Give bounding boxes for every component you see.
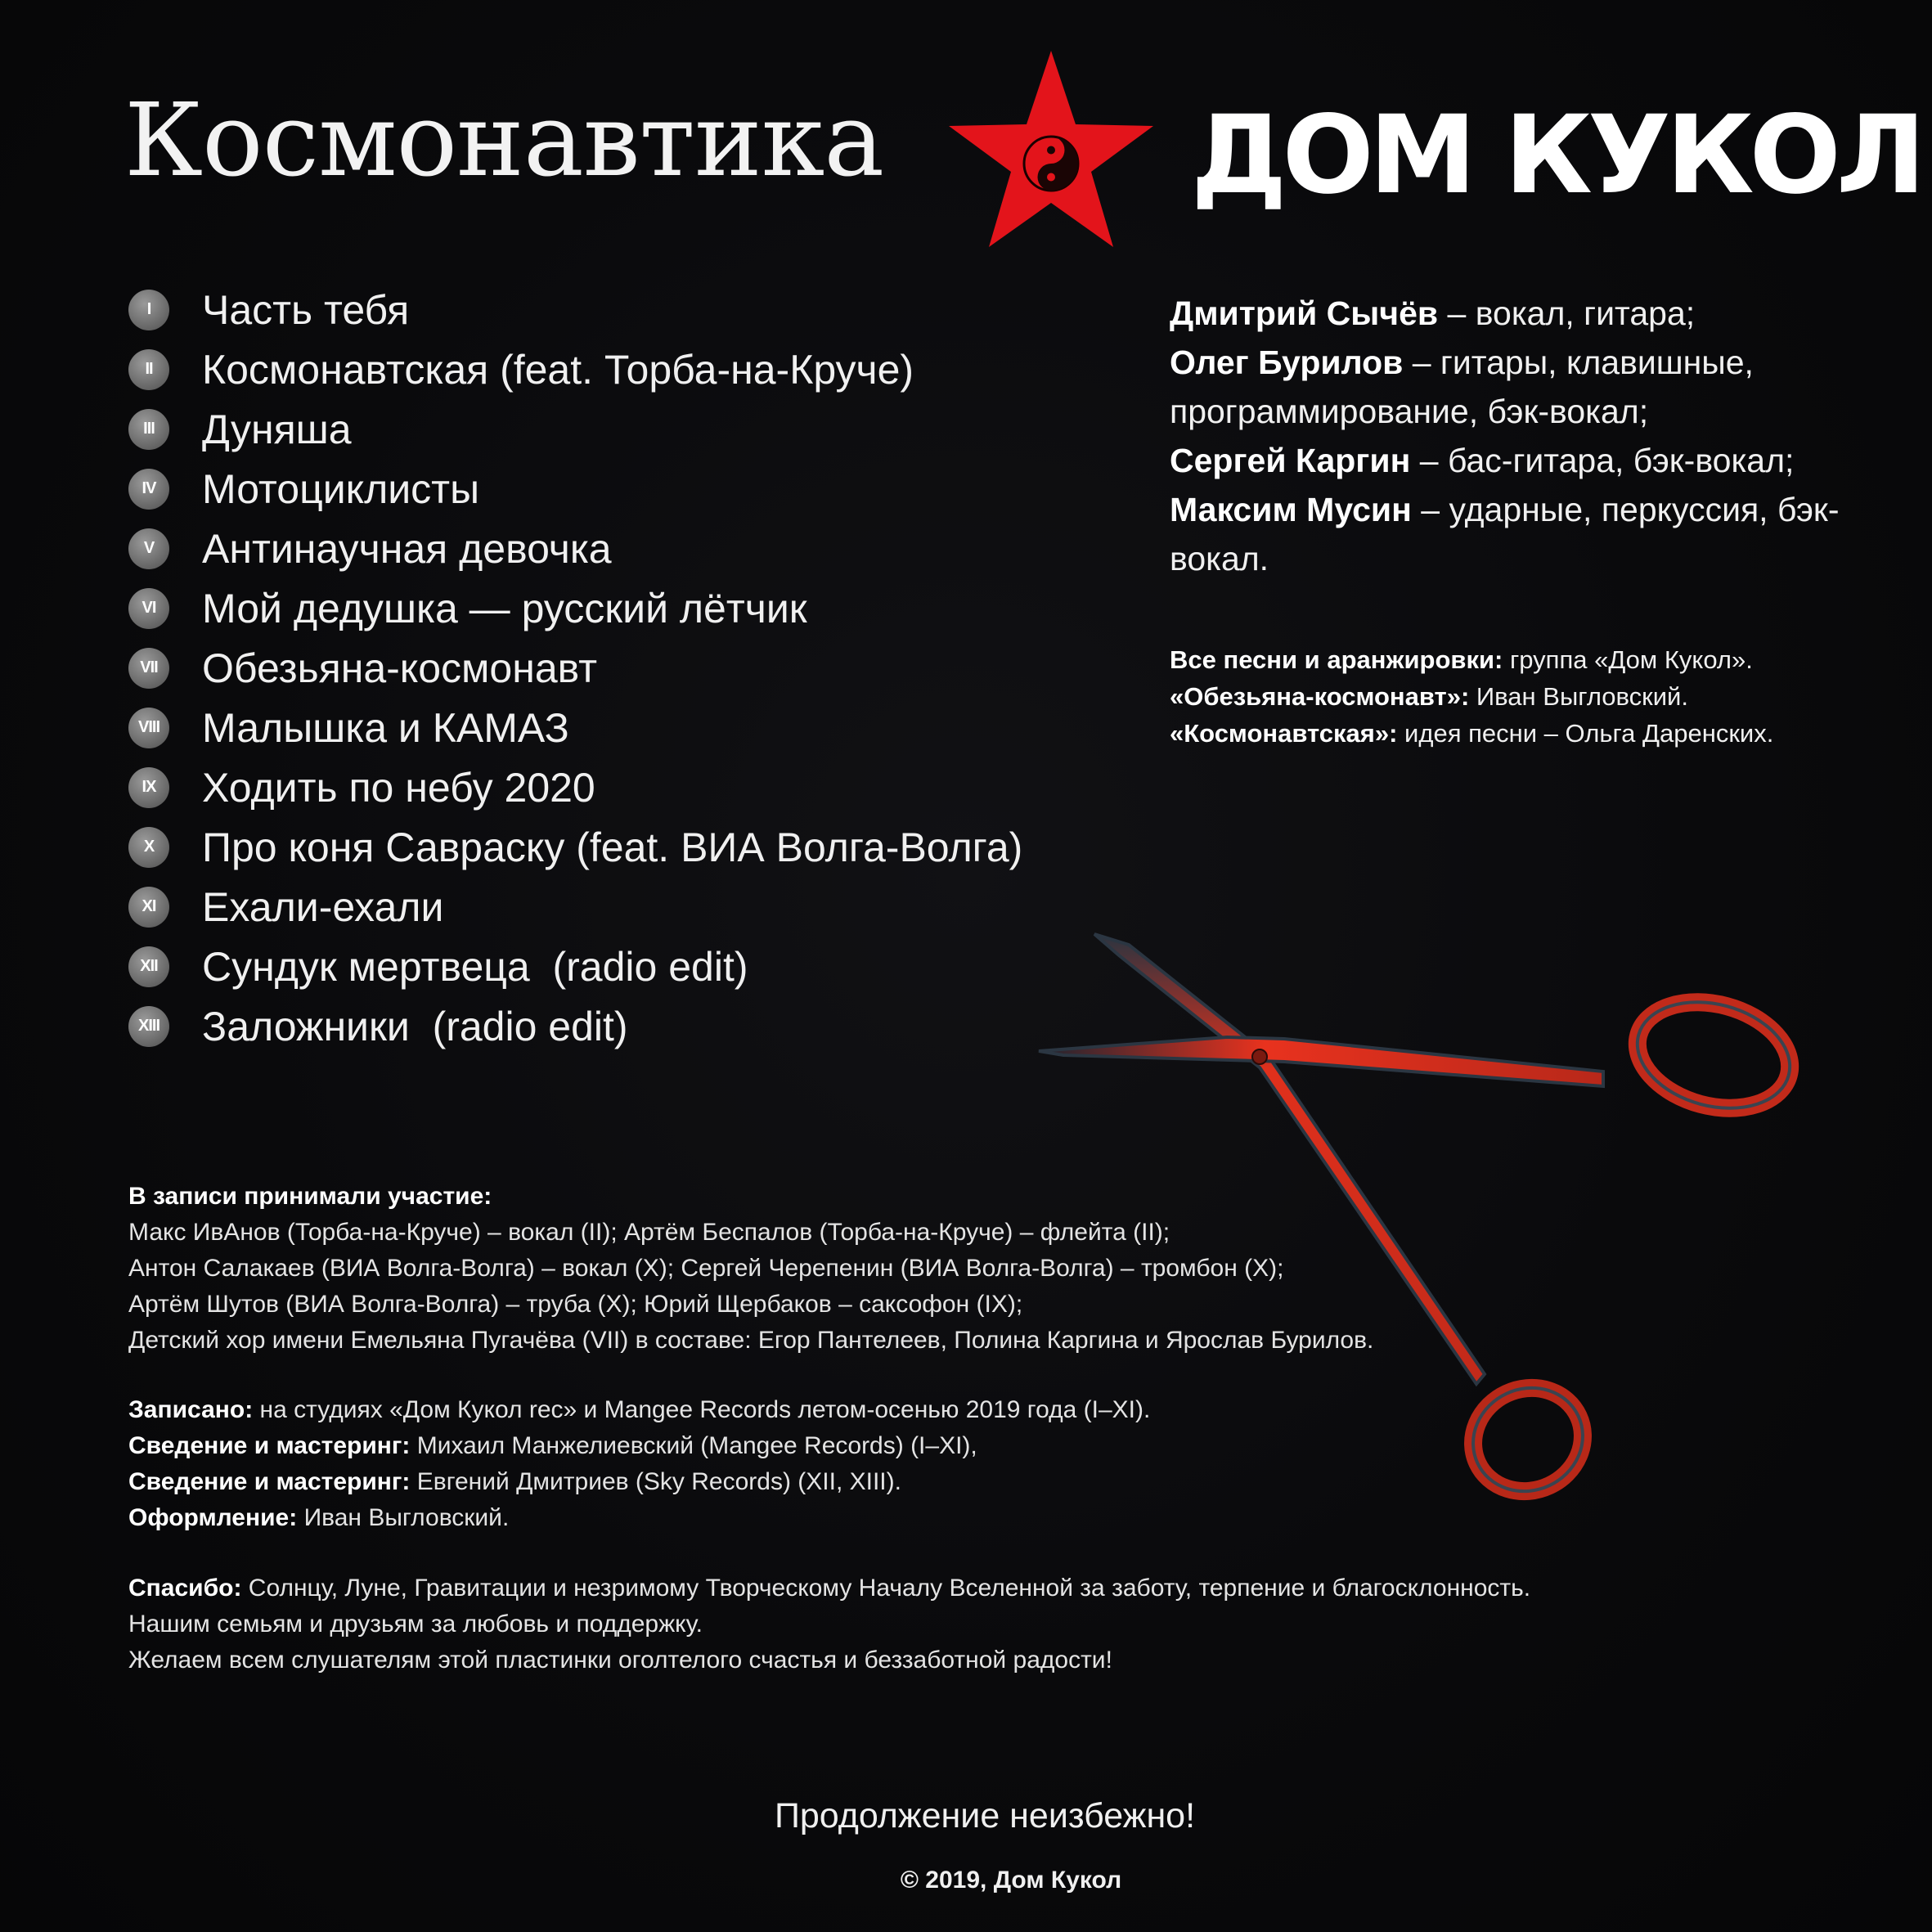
- track-number-badge: XIII: [128, 1006, 169, 1047]
- credit-label: «Космонавтская»:: [1170, 719, 1398, 748]
- track-number-badge: X: [128, 827, 169, 868]
- track-title: Мотоциклисты: [202, 465, 480, 512]
- track-title: Малышка и КАМАЗ: [202, 704, 569, 751]
- guests-line: Детский хор имени Емельяна Пугачёва (VII) в составе: Егор Пантелеев, Полина Каргина и Ярослав Бурилов.: [128, 1327, 1374, 1354]
- credit-label: Сведение и мастеринг:: [128, 1432, 411, 1459]
- lineup-member: [1170, 338, 1906, 436]
- credit-line: [128, 1428, 1601, 1464]
- thanks-label: Спасибо:: [128, 1575, 242, 1602]
- tagline: Продолжение неизбежно!: [774, 1796, 1196, 1835]
- band-logo: ДОМ КУКОЛ: [1191, 92, 1921, 218]
- guests-line: Макс ИвАнов (Торба-на-Круче) – вокал (II); Артём Беспалов (Торба-на-Круче) – флейта (II);: [128, 1219, 1170, 1246]
- track-row: [128, 459, 1110, 519]
- member-role: – вокал, гитара;: [1438, 294, 1696, 332]
- track-title: Сундук мертвеца (radio edit): [202, 943, 748, 990]
- tracklist: [128, 280, 1110, 1056]
- credit-line: [128, 1392, 1601, 1428]
- studio-credits: [128, 1392, 1601, 1536]
- member-role: – бас-гитара, бэк-вокал;: [1410, 442, 1795, 479]
- credit-label: Оформление:: [128, 1504, 298, 1531]
- lineup-member: [1170, 436, 1906, 485]
- band-lineup: [1170, 289, 1906, 583]
- thanks-line: Желаем всем слушателям этой пластинки оголтелого счастья и беззаботной радости!: [128, 1647, 1112, 1674]
- guests-heading: В записи принимали участие:: [128, 1183, 492, 1210]
- red-star-yin-yang-icon: [947, 51, 1155, 250]
- track-number-badge: XII: [128, 946, 169, 987]
- credit-label: Записано:: [128, 1396, 254, 1423]
- credit-line: [128, 1500, 1601, 1536]
- track-row: [128, 519, 1110, 578]
- guest-musicians: [128, 1179, 1601, 1359]
- track-number-badge: IX: [128, 767, 169, 808]
- thanks-block: [128, 1570, 1764, 1678]
- guests-line: Артём Шутов (ВИА Волга-Волга) – труба (X); Юрий Щербаков – саксофон (IX);: [128, 1291, 1023, 1318]
- track-title: Дуняша: [202, 406, 352, 452]
- track-title: Обезьяна-космонавт: [202, 645, 598, 691]
- track-row: [128, 638, 1110, 698]
- credit-line: [1170, 678, 1906, 715]
- track-number-badge: VIII: [128, 708, 169, 748]
- track-title: Про коня Савраску (feat. ВИА Волга-Волга): [202, 824, 1023, 870]
- lineup-member: [1170, 289, 1906, 338]
- track-title: Заложники (radio edit): [202, 1003, 628, 1049]
- copyright: © 2019, Дом Кукол: [900, 1867, 1122, 1894]
- credit-line: [1170, 641, 1906, 678]
- track-row: [128, 817, 1110, 877]
- track-number-badge: IV: [128, 469, 169, 510]
- credit-text: группа «Дом Кукол».: [1503, 645, 1753, 674]
- track-title: Часть тебя: [202, 286, 410, 333]
- lineup-member: [1170, 485, 1906, 583]
- track-row: [128, 339, 1110, 399]
- track-title: Антинаучная девочка: [202, 525, 612, 572]
- track-row: [128, 996, 1110, 1056]
- thanks-line: Нашим семьям и друзьям за любовь и поддержку.: [128, 1611, 703, 1638]
- credit-text: на студиях «Дом Кукол rec» и Mangee Records летом-осенью 2019 года (I–XI).: [253, 1396, 1151, 1423]
- track-title: Ходить по небу 2020: [202, 764, 595, 811]
- track-title: Космонавтская (feat. Торба-на-Круче): [202, 346, 914, 393]
- track-number-badge: I: [128, 290, 169, 330]
- credit-text: Иван Выгловский.: [297, 1504, 510, 1531]
- track-number-badge: VII: [128, 648, 169, 689]
- thanks-text: Солнцу, Луне, Гравитации и незримому Творческому Началу Вселенной за заботу, терпение и благосклонность.: [241, 1575, 1531, 1602]
- member-name: Дмитрий Сычёв: [1170, 294, 1439, 332]
- track-row: [128, 877, 1110, 937]
- credit-label: «Обезьяна-космонавт»:: [1170, 682, 1470, 711]
- track-row: [128, 757, 1110, 817]
- member-role: – гитары, клавишные, программирование, бэк-вокал;: [1170, 344, 1754, 430]
- credit-text: Евгений Дмитриев (Sky Records) (XII, XIII).: [410, 1468, 901, 1495]
- track-row: [128, 578, 1110, 638]
- credit-text: идея песни – Ольга Даренских.: [1397, 719, 1774, 748]
- track-number-badge: V: [128, 528, 169, 569]
- credit-label: Все песни и аранжировки:: [1170, 645, 1503, 674]
- album-title: Космонавтика: [124, 82, 884, 200]
- credit-label: Сведение и мастеринг:: [128, 1468, 411, 1495]
- member-name: Сергей Каргин: [1170, 442, 1411, 479]
- credit-text: Иван Выгловский.: [1469, 682, 1688, 711]
- track-row: [128, 280, 1110, 339]
- track-row: [128, 937, 1110, 996]
- track-title: Ехали-ехали: [202, 883, 444, 930]
- track-title: Мой дедушка — русский лётчик: [202, 585, 807, 631]
- guests-line: Антон Салакаев (ВИА Волга-Волга) – вокал (X); Сергей Черепенин (ВИА Волга-Волга) – тромбон (X);: [128, 1255, 1284, 1282]
- track-row: [128, 399, 1110, 459]
- songwriting-credits: [1170, 641, 1906, 752]
- track-number-badge: III: [128, 409, 169, 450]
- credit-line: [1170, 715, 1906, 752]
- member-role: – ударные, перкуссия, бэк-вокал.: [1170, 491, 1840, 577]
- credit-line: [128, 1464, 1601, 1500]
- member-name: Максим Мусин: [1170, 491, 1412, 528]
- track-number-badge: XI: [128, 887, 169, 928]
- track-row: [128, 698, 1110, 757]
- member-name: Олег Бурилов: [1170, 344, 1404, 381]
- track-number-badge: II: [128, 349, 169, 390]
- credit-text: Михаил Манжелиевский (Mangee Records) (I–XI),: [410, 1432, 977, 1459]
- track-number-badge: VI: [128, 588, 169, 629]
